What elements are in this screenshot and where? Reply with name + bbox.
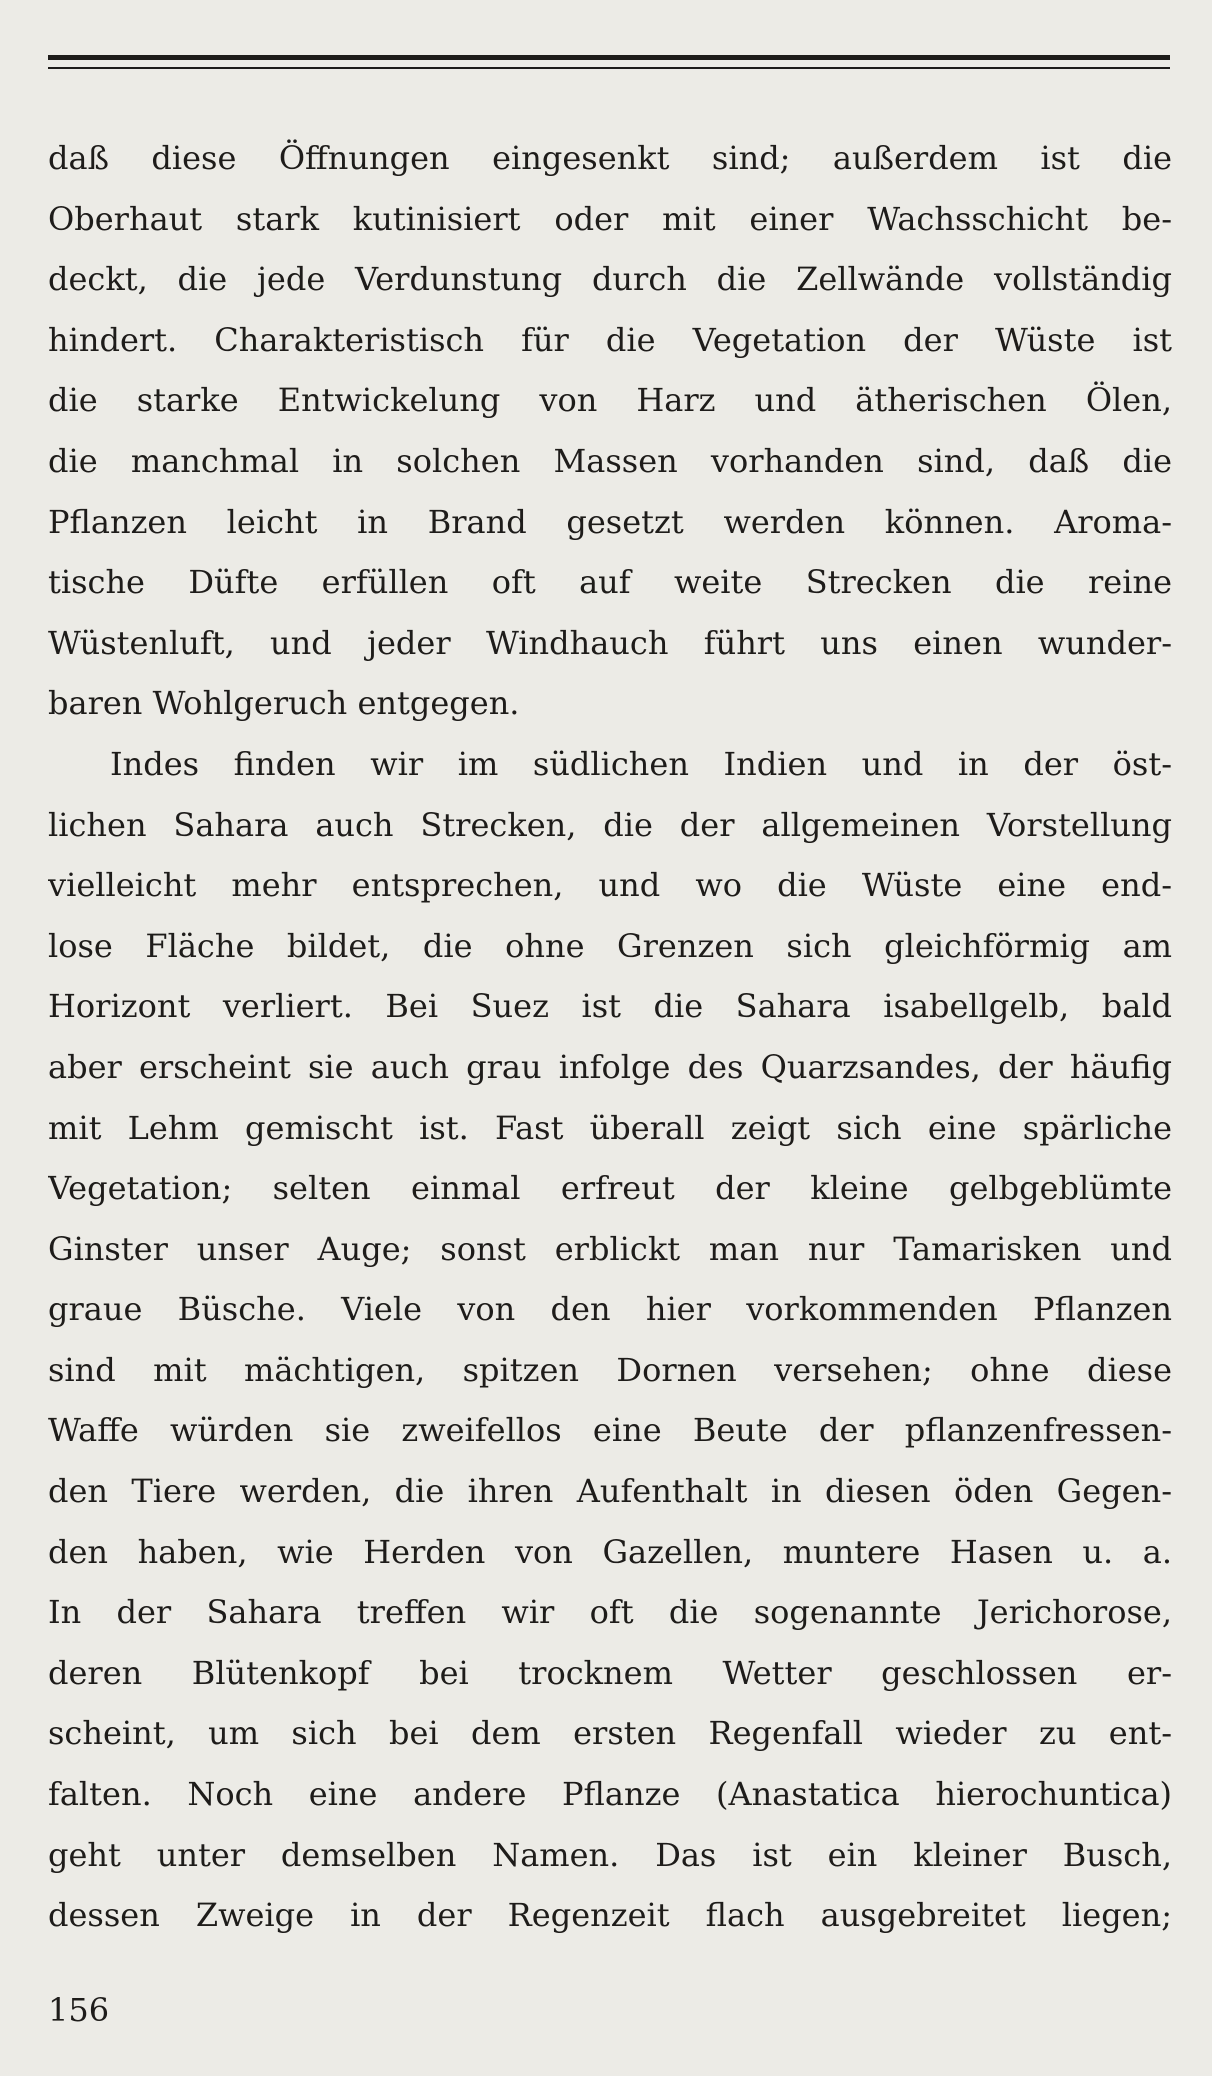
- text-line: die starke Entwickelung von Harz und ätherischen Ölen,: [48, 381, 1172, 420]
- text-line: Vegetation; selten einmal erfreut der kleine gelbgeblümte: [48, 1169, 1172, 1208]
- text-line: vielleicht mehr entsprechen, und wo die Wüste eine end-: [48, 866, 1172, 905]
- text-line: dessen Zweige in der Regenzeit flach ausgebreitet liegen;: [48, 1896, 1172, 1935]
- text-line: geht unter demselben Namen. Das ist ein kleiner Busch,: [48, 1835, 1172, 1874]
- text-line: den haben, wie Herden von Gazellen, muntere Hasen u. a.: [48, 1532, 1172, 1571]
- text-line: sind mit mächtigen, spitzen Dornen versehen; ohne diese: [48, 1350, 1172, 1389]
- page-number: 156: [48, 1991, 110, 2029]
- text-line: deckt, die jede Verdunstung durch die Zellwände vollständig: [48, 260, 1172, 299]
- text-line: In der Sahara treffen wir oft die sogenannte Jerichorose,: [48, 1593, 1172, 1632]
- text-line: lichen Sahara auch Strecken, die der allgemeinen Vorstellung: [48, 805, 1172, 844]
- body-text: [48, 128, 1172, 1946]
- text-line: tische Düfte erfüllen oft auf weite Strecken die reine: [48, 563, 1172, 602]
- text-line: lose Fläche bildet, die ohne Grenzen sich gleichförmig am: [48, 926, 1172, 965]
- text-line: falten. Noch eine andere Pflanze (Anastatica hierochuntica): [48, 1775, 1172, 1814]
- text-line: den Tiere werden, die ihren Aufenthalt in diesen öden Gegen-: [48, 1472, 1172, 1511]
- text-line: mit Lehm gemischt ist. Fast überall zeigt sich eine spärliche: [48, 1108, 1172, 1147]
- text-line: graue Büsche. Viele von den hier vorkommenden Pflanzen: [48, 1290, 1172, 1329]
- text-line: aber erscheint sie auch grau infolge des Quarzsandes, der häufig: [48, 1047, 1172, 1086]
- text-line: die manchmal in solchen Massen vorhanden sind, daß die: [48, 441, 1172, 480]
- header-rule-thin: [48, 67, 1170, 69]
- text-line: Indes finden wir im südlichen Indien und in der öst-: [110, 744, 1172, 783]
- text-line: hindert. Charakteristisch für die Vegetation der Wüste ist: [48, 320, 1172, 359]
- text-line: Waffe würden sie zweifellos eine Beute der pflanzenfressen-: [48, 1411, 1172, 1450]
- text-line: baren Wohlgeruch entgegen.: [48, 684, 520, 723]
- text-line: Horizont verliert. Bei Suez ist die Sahara isabellgelb, bald: [48, 987, 1172, 1026]
- text-line: Ginster unser Auge; sonst erblickt man nur Tamarisken und: [48, 1229, 1172, 1268]
- text-line: Wüstenluft, und jeder Windhauch führt uns einen wunder-: [48, 623, 1172, 662]
- text-line: deren Blütenkopf bei trocknem Wetter geschlossen er-: [48, 1653, 1172, 1692]
- text-line: daß diese Öffnungen eingesenkt sind; außerdem ist die: [48, 139, 1172, 177]
- header-rule-thick: [48, 55, 1170, 60]
- text-line: scheint, um sich bei dem ersten Regenfall wieder zu ent-: [48, 1714, 1172, 1753]
- text-line: Pflanzen leicht in Brand gesetzt werden können. Aroma-: [48, 502, 1172, 541]
- text-line: Oberhaut stark kutinisiert oder mit einer Wachsschicht be-: [48, 199, 1172, 238]
